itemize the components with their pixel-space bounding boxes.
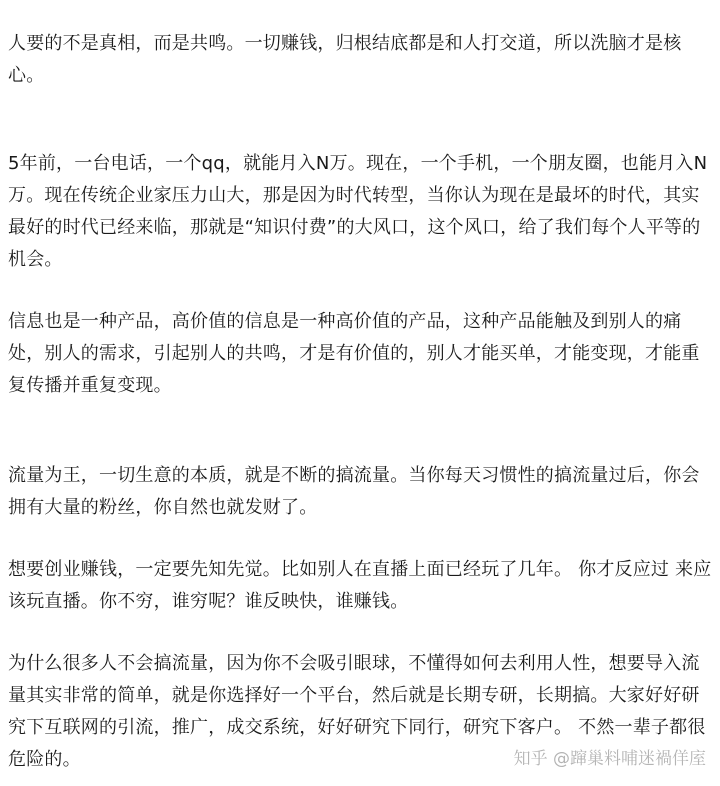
- paragraph-5: 想要创业赚钱，一定要先知先觉。比如别人在直播上面已经玩了几年。 你才反应过 来应该玩直播。你不穷，谁穷呢？谁反映快，谁赚钱。: [8, 559, 712, 612]
- paragraph-1: 人要的不是真相，而是共鸣。一切赚钱，归根结底都是和人打交道，所以洗脑才是核心。: [8, 33, 682, 86]
- paragraph-3: 信息也是一种产品，高价值的信息是一种高价值的产品，这种产品能触及到别人的痛处，别人的需求，引起别人的共鸣，才是有价值的，别人才能买单，才能变现，才能重复传播并重复变现。: [8, 311, 700, 396]
- paragraph-spacer: [8, 276, 714, 306]
- paragraph-spacer: [8, 618, 714, 648]
- paragraph-spacer: [8, 402, 714, 460]
- paragraph-6: 为什么很多人不会搞流量，因为你不会吸引眼球，不懂得如何去利用人性，想要导入流量其实非常的简单，就是你选择好一个平台，然后就是长期专研，长期搞。大家好好研究下互联网的引流，推广，成交系统，好好研究下同行，研究下客户。 不然一辈子都很危险的。: [8, 653, 706, 770]
- paragraph-spacer: [8, 92, 714, 148]
- article-body: [8, 28, 714, 776]
- paragraph-2: 5年前，一台电话，一个qq，就能月入N万。现在，一个手机，一个朋友圈，也能月入N万。现在传统企业家压力山大，那是因为时代转型，当你认为现在是最坏的时代，其实最好的时代已经来临，那就是“知识付费”的大风口，这个风口，给了我们每个人平等的机会。: [8, 153, 708, 270]
- zhihu-watermark: 知乎 @蹿巢料哺迷禍佯庢: [513, 749, 706, 769]
- paragraph-spacer: [8, 524, 714, 554]
- paragraph-4: 流量为王，一切生意的本质，就是不断的搞流量。当你每天习惯性的搞流量过后，你会拥有大量的粉丝，你自然也就发财了。: [8, 465, 700, 518]
